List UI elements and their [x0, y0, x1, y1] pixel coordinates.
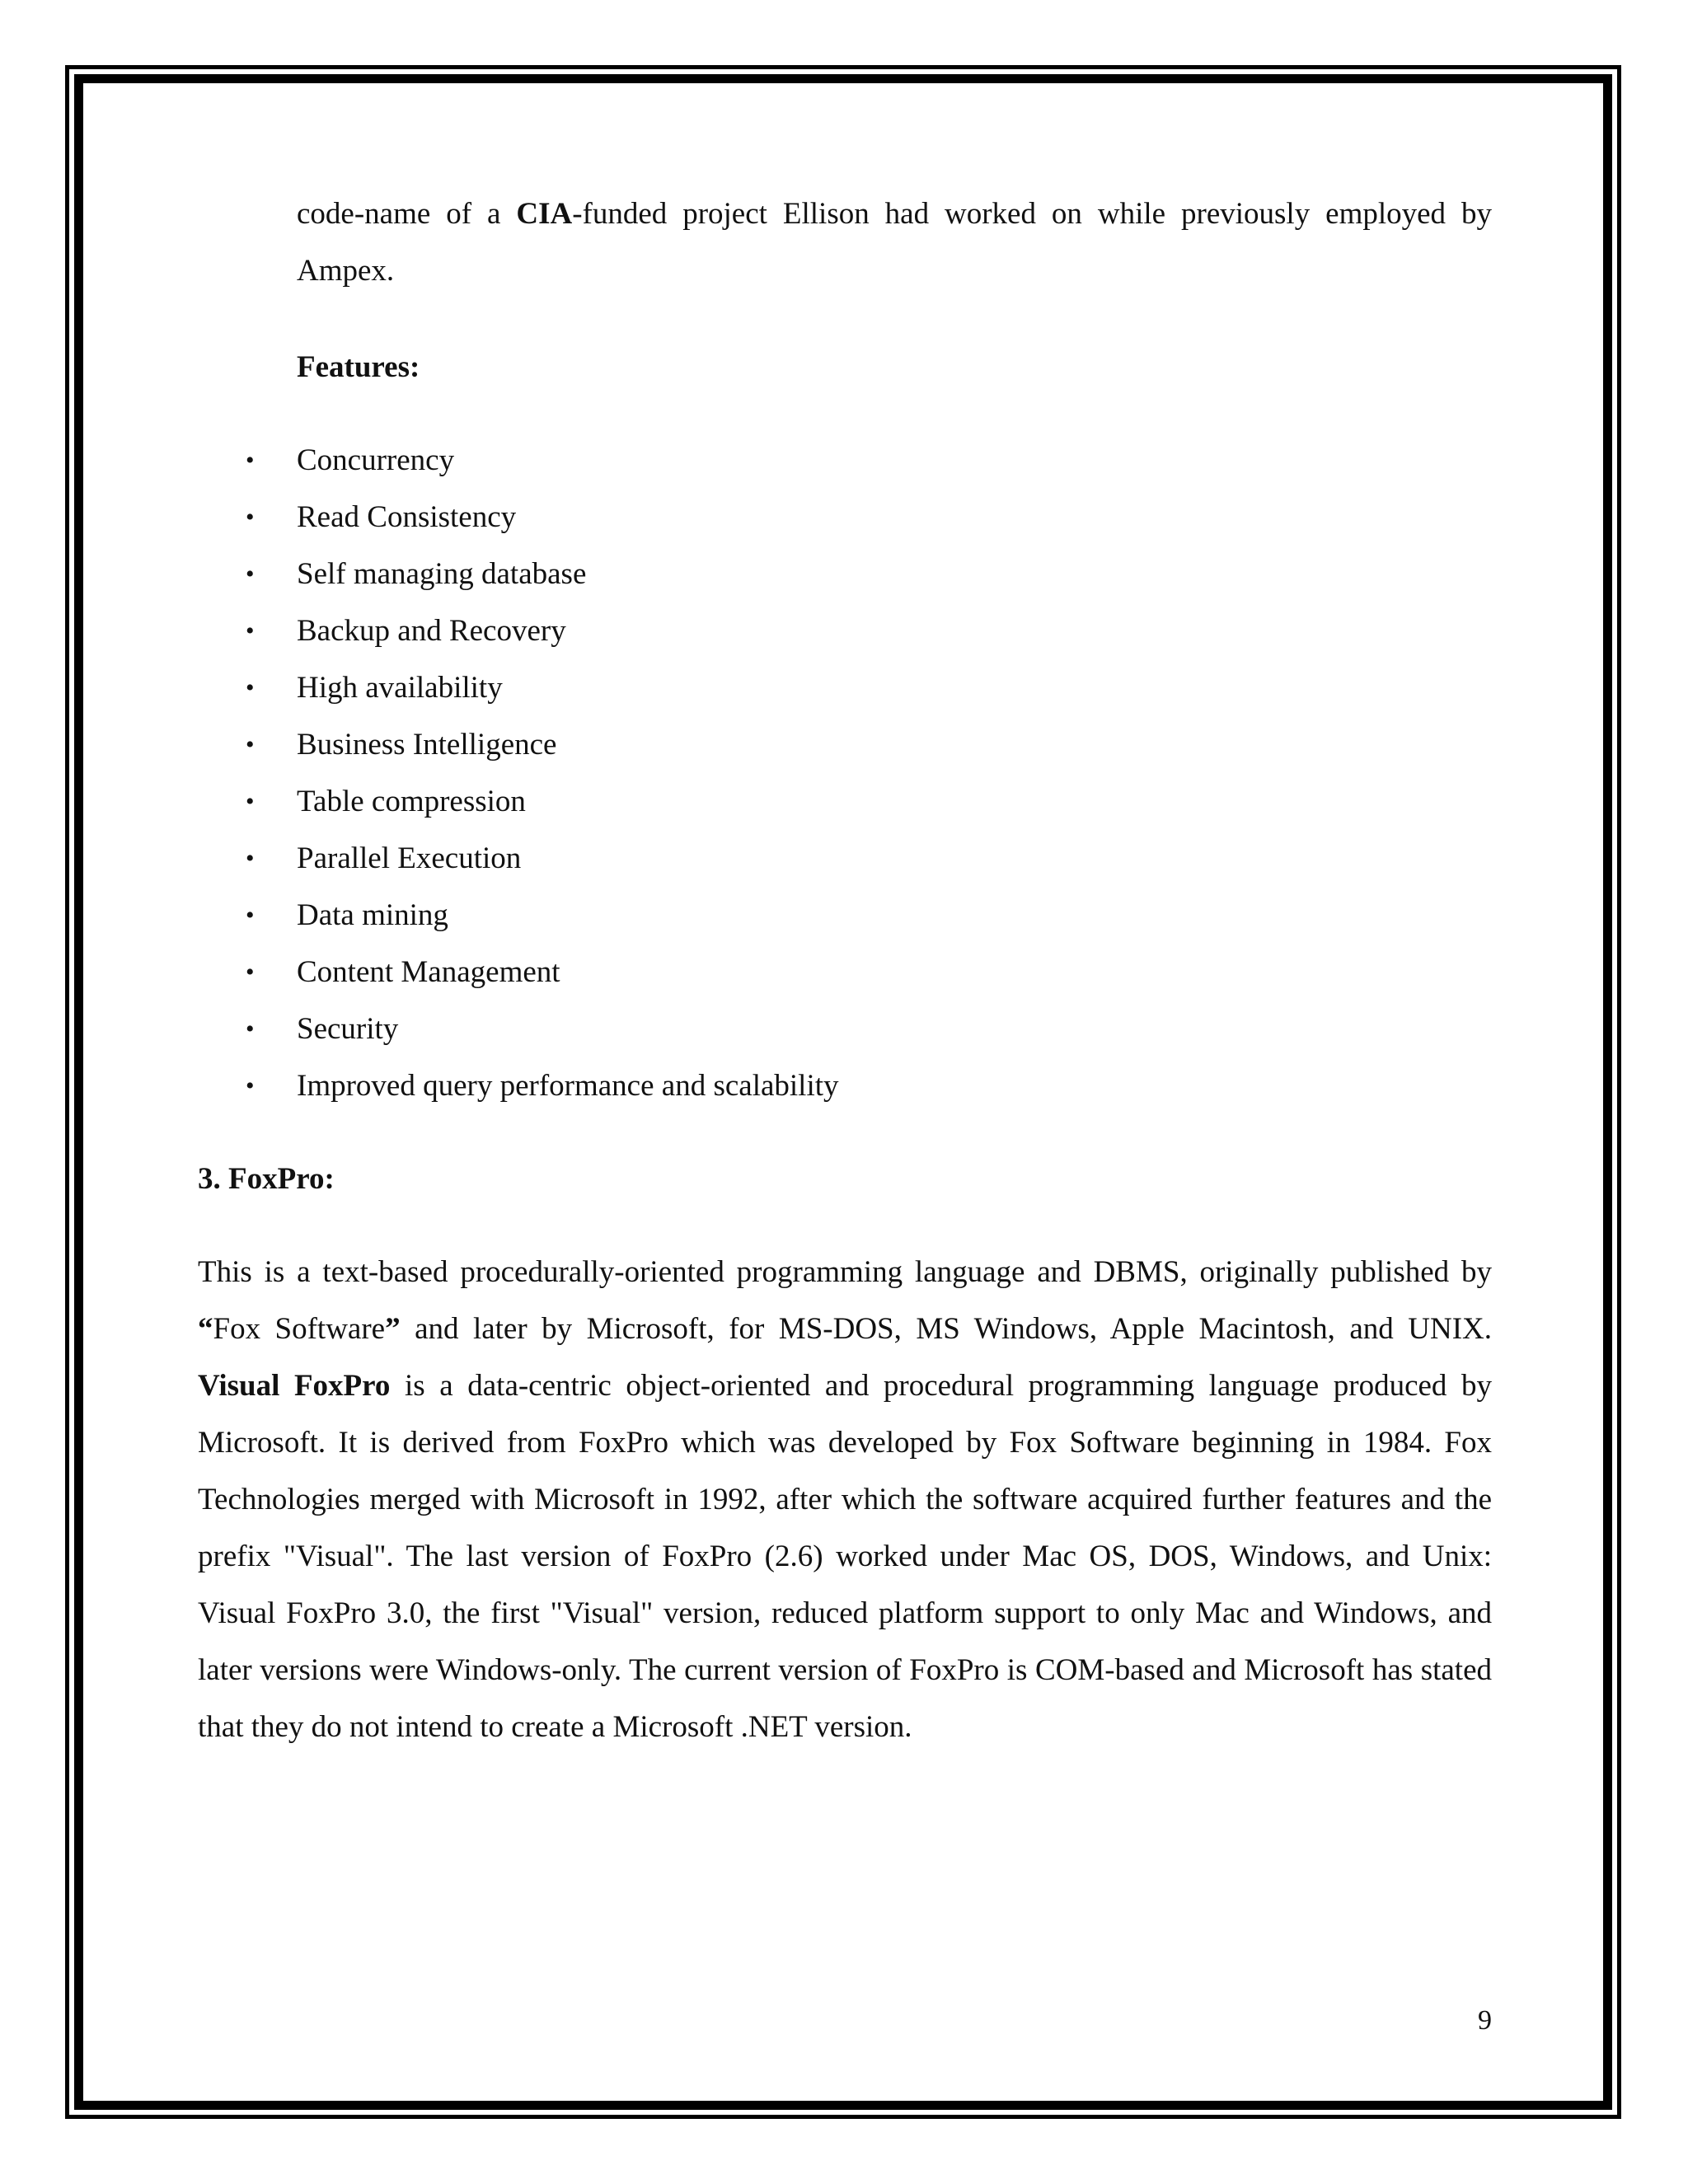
- foxpro-text-3: is a data-centric object-oriented and procedural programming language produced by Microsoft. It is derived from FoxPro which was developed by Fox Software beginning in 1984. Fox Technologies merged with Microsoft in 1992, after which the software acquired further features and the prefix "Visual". The last version of FoxPro (2.6) worked under Mac OS, DOS, Windows, and Unix: Visual FoxPro 3.0, the first "Visual" version, reduced platform support to only Mac and Windows, and later versions were Windows-only. The current version of FoxPro is COM-based and Microsoft has stated that they do not intend to create a Microsoft .NET version.: [198, 1369, 1493, 1744]
- bullet-icon: •: [246, 731, 255, 758]
- feature-list-item: [198, 1057, 1492, 1114]
- bullet-icon: •: [246, 674, 255, 701]
- bullet-icon: •: [246, 902, 255, 929]
- feature-label: Read Consistency: [297, 500, 517, 534]
- continuation-paragraph: [297, 185, 1492, 299]
- feature-label: Data mining: [297, 898, 448, 932]
- features-heading: Features:: [297, 350, 420, 384]
- feature-list-item: [198, 716, 1492, 773]
- features-list: [198, 432, 1492, 1114]
- cia-bold-term: CIA: [516, 197, 573, 231]
- bullet-icon: •: [246, 845, 255, 872]
- feature-list-item: [198, 546, 1492, 602]
- visual-foxpro-bold-term: Visual FoxPro: [198, 1369, 391, 1403]
- bullet-icon: •: [246, 560, 255, 588]
- feature-list-item: [198, 944, 1492, 1001]
- quote-open: “: [198, 1312, 213, 1346]
- foxpro-text-2: and later by Microsoft, for MS-DOS, MS Windows, Apple Macintosh, and UNIX.: [400, 1312, 1492, 1346]
- page-content: [198, 185, 1492, 1755]
- feature-list-item: [198, 773, 1492, 830]
- feature-label: Improved query performance and scalability: [297, 1069, 839, 1103]
- continuation-text-start: code-name of a: [297, 197, 517, 231]
- feature-list-item: [198, 659, 1492, 716]
- bullet-icon: •: [246, 788, 255, 815]
- feature-label: Backup and Recovery: [297, 614, 566, 648]
- feature-label: Self managing database: [297, 557, 587, 591]
- feature-list-item: [198, 602, 1492, 659]
- bullet-icon: •: [246, 1072, 255, 1099]
- feature-list-item: [198, 1001, 1492, 1057]
- feature-label: Table compression: [297, 785, 526, 818]
- bullet-icon: •: [246, 504, 255, 531]
- bullet-icon: •: [246, 958, 255, 986]
- feature-list-item: [198, 830, 1492, 887]
- foxpro-paragraph: [198, 1244, 1492, 1755]
- feature-label: Business Intelligence: [297, 728, 557, 762]
- bullet-icon: •: [246, 1015, 255, 1043]
- feature-label: Content Management: [297, 955, 560, 989]
- quote-close: ”: [385, 1312, 401, 1346]
- feature-label: Concurrency: [297, 443, 455, 477]
- feature-label: Security: [297, 1012, 399, 1046]
- feature-label: Parallel Execution: [297, 841, 522, 875]
- feature-list-item: [198, 887, 1492, 944]
- continuation-text-end: -funded project Ellison had worked on while previously employed by Ampex.: [297, 197, 1492, 288]
- page-number: 9: [1478, 2005, 1492, 2036]
- bullet-icon: •: [246, 447, 255, 474]
- fox-software-name: Fox Software: [213, 1312, 386, 1346]
- foxpro-text-1: This is a text-based procedurally-oriented programming language and DBMS, originally published by: [198, 1255, 1492, 1289]
- section-heading-foxpro: 3. FoxPro:: [198, 1162, 335, 1196]
- bullet-icon: •: [246, 617, 255, 644]
- feature-label: High availability: [297, 671, 503, 705]
- feature-list-item: [198, 489, 1492, 546]
- feature-list-item: [198, 432, 1492, 489]
